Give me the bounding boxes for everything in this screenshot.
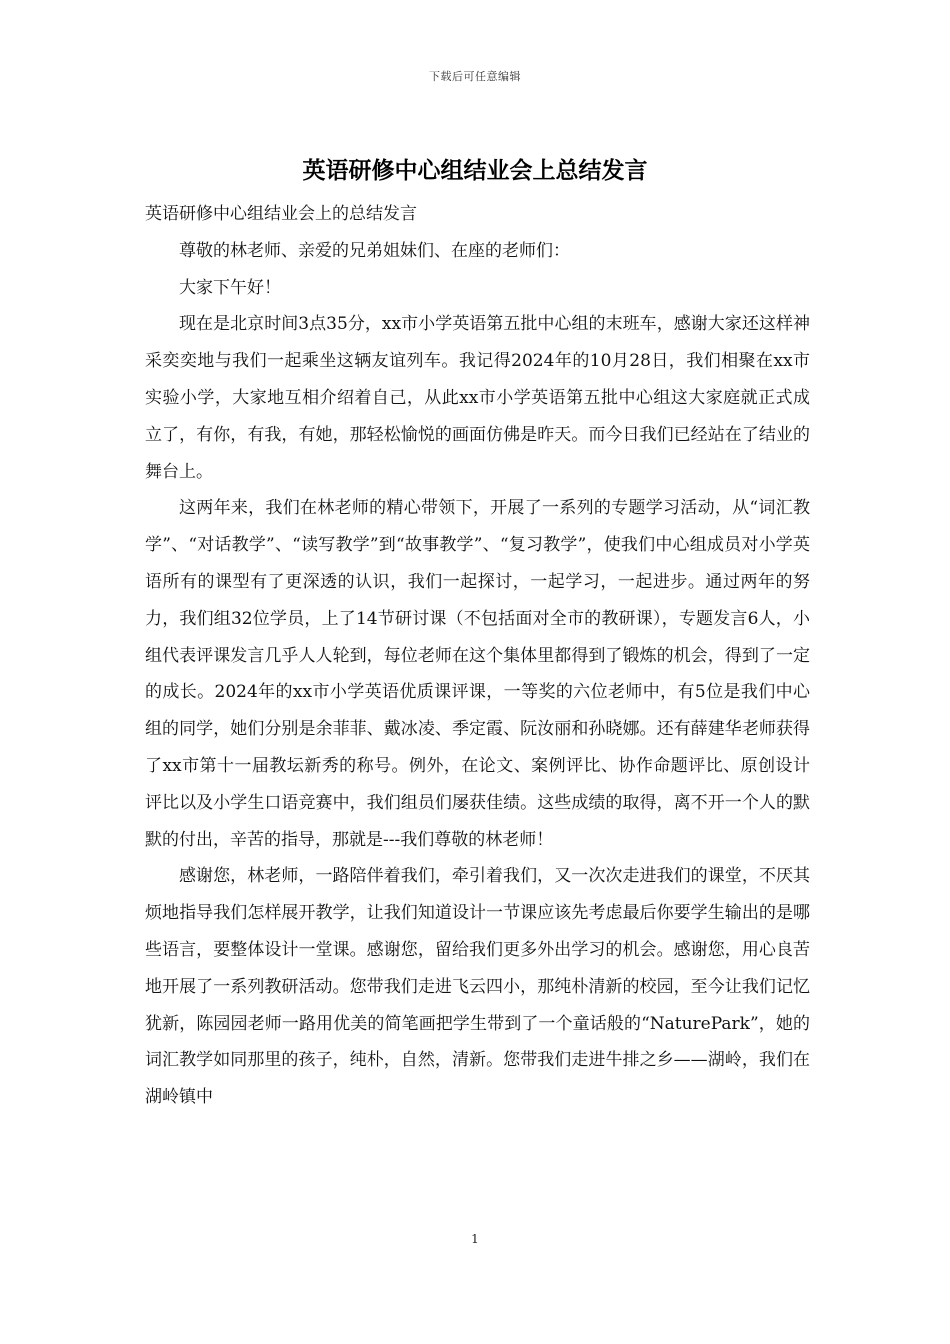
document-body xyxy=(145,196,810,1116)
body-paragraph: 感谢您，林老师，一路陪伴着我们，牵引着我们，又一次次走进我们的课堂，不厌其烦地指导我们怎样展开教学，让我们知道设计一节课应该先考虑最后你要学生输出的是哪些语言，要整体设计一堂课。感谢您，留给我们更多外出学习的机会。感谢您，用心良苦地开展了一系列教研活动。您带我们走进飞云四小，那纯朴清新的校园，至今让我们记忆犹新，陈园园老师一路用优美的简笔画把学生带到了一个童话般的“NaturePark”，她的词汇教学如同那里的孩子，纯朴，自然，清新。您带我们走进牛排之乡——湖岭，我们在湖岭镇中 xyxy=(145,866,810,1108)
subtitle-paragraph: 英语研修中心组结业会上的总结发言 xyxy=(145,204,417,224)
document-title: 英语研修中心组结业会上总结发言 xyxy=(302,158,648,184)
greeting-paragraph: 大家下午好！ xyxy=(179,277,281,298)
body-paragraph: 这两年来，我们在林老师的精心带领下，开展了一系列的专题学习活动，从“词汇教学”、“对话教学”、“读写教学”到“故事教学”、“复习教学”，使我们中心组成员对小学英语所有的课型有了更深透的认识，我们一起探讨，一起学习，一起进步。通过两年的努力，我们组32位学员，上了14节研讨课（不包括面对全市的教研课），专题发言6人，小组代表评课发言几乎人人轮到，每位老师在这个集体里都得到了锻炼的机会，得到了一定的成长。2024年的xx市小学英语优质课评课，一等奖的六位老师中，有5位是我们中心组的同学，她们分别是余菲菲、戴冰凌、季定霞、阮汝丽和孙晓娜。还有薛建华老师获得了xx市第十一届教坛新秀的称号。例外，在论文、案例评比、协作命题评比、原创设计评比以及小学生口语竞赛中，我们组员们屡获佳绩。这些成绩的取得，离不开一个人的默默的付出，辛苦的指导，那就是---我们尊敬的林老师！ xyxy=(145,498,810,850)
page-header: 下载后可任意编辑 xyxy=(429,70,521,83)
salutation-paragraph: 尊敬的林老师、亲爱的兄弟姐妹们、在座的老师们： xyxy=(179,240,570,261)
body-paragraph: 现在是北京时间3点35分，xx市小学英语第五批中心组的末班车，感谢大家还这样神采奕奕地与我们一起乘坐这辆友谊列车。我记得2024年的10月28日，我们相聚在xx市实验小学，大家地互相介绍着自己，从此xx市小学英语第五批中心组这大家庭就正式成立了，有你，有我，有她，那轻松愉悦的画面仿佛是昨天。而今日我们已经站在了结业的舞台上。 xyxy=(145,314,810,482)
page-number: 1 xyxy=(471,1232,479,1246)
